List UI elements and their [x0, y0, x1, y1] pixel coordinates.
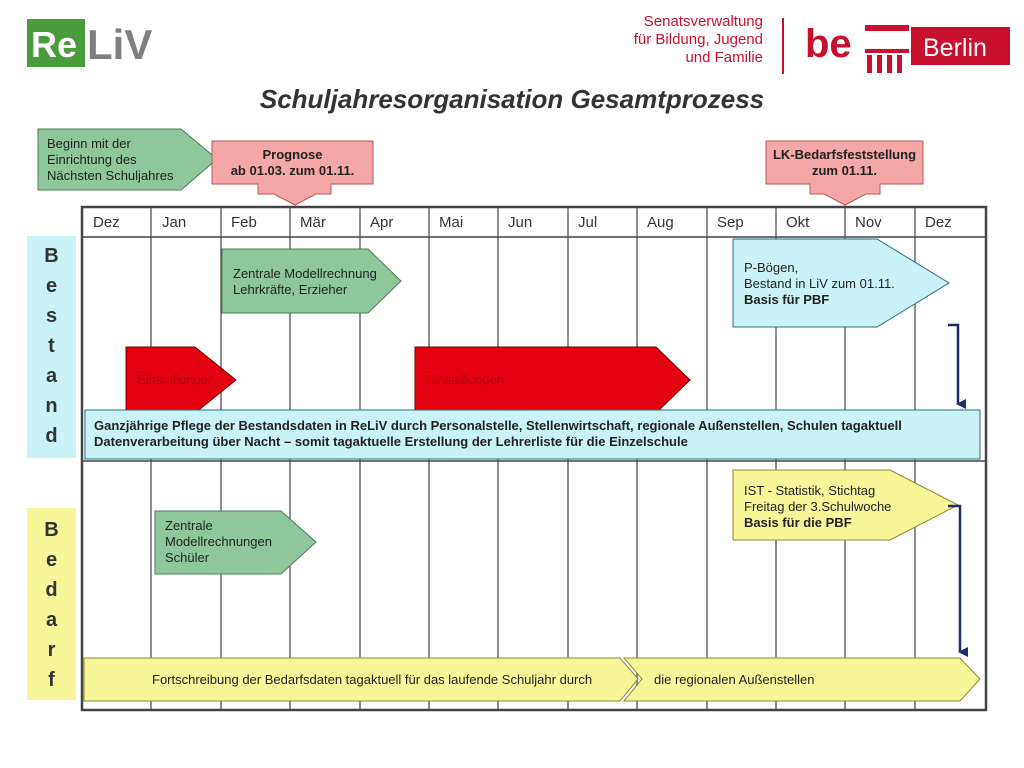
senat-line: für Bildung, Jugend — [633, 31, 763, 48]
box-line: Datenverarbeitung über Nacht – somit tagaktuelle Erstellung der Lehrerliste für die Einzelschule — [94, 434, 688, 449]
senat-line: und Familie — [685, 49, 763, 66]
month-label: Nov — [855, 214, 882, 231]
box-line: Freitag der 3.Schulwoche — [744, 499, 892, 514]
box-line: P-Bögen, — [744, 260, 799, 275]
callout-line: ab 01.03. zum 01.11. — [230, 163, 355, 178]
box-line: Basis für PBF — [744, 292, 830, 307]
bedarf-letter: f — [48, 669, 55, 691]
bedarf-letter: d — [45, 579, 58, 601]
callout-line: Einrichtung des — [47, 152, 137, 167]
callout-line: Nächsten Schuljahres — [47, 168, 174, 183]
box-line: Ganzjährige Pflege der Bestandsdaten in ReLiV durch Personalstelle, Stellenwirtschaft, regionale Außenstellen, Schulen tagaktuell — [94, 418, 902, 433]
box-line: Modellrechnungen — [165, 534, 272, 549]
month-label: Aug — [647, 214, 674, 231]
bestand-label — [27, 241, 76, 451]
ist-statistik-box — [744, 483, 891, 531]
bestand-letter: d — [45, 425, 58, 447]
modell-lehrkraefte-box — [233, 266, 377, 298]
fortschreibung-arrow-1: Fortschreibung der Bedarfsdaten tagaktuell für das laufende Schuljahr durch — [152, 672, 593, 687]
senat-line: Senatsverwaltung — [643, 13, 763, 30]
bedarf-letter: a — [45, 609, 58, 631]
bestand-letter: e — [45, 275, 58, 297]
prognose-callout — [212, 147, 373, 179]
box-line: Basis für die PBF — [744, 515, 852, 530]
month-label: Jul — [578, 214, 598, 231]
beginn-callout — [47, 136, 173, 184]
box-line: IST - Statistik, Stichtag — [744, 483, 876, 498]
box-line: Zentrale — [165, 518, 213, 533]
callout-line: Prognose — [262, 147, 323, 162]
month-label: Mär — [300, 214, 326, 231]
month-label: Feb — [231, 214, 257, 231]
svg-text:LiV: LiV — [87, 21, 153, 67]
month-label: Okt — [786, 214, 810, 231]
fortschreibung-arrow-2: die regionalen Außenstellen — [654, 672, 815, 687]
bedarf-letter: r — [47, 639, 56, 661]
einstellungen-arrow-2: Einstellungen — [426, 372, 505, 387]
bestand-letter: t — [48, 335, 55, 357]
einstellungen-arrow-1: Einstellungen — [137, 372, 216, 387]
box-line: Bestand in LiV zum 01.11. — [744, 276, 895, 291]
month-label: Jan — [162, 214, 187, 231]
month-label: Sep — [717, 214, 744, 231]
bestand-letter: s — [45, 305, 58, 327]
month-label: Dez — [93, 214, 120, 231]
pboegen-box — [744, 260, 895, 308]
bestand-letter: B — [44, 245, 59, 267]
month-label: Dez — [925, 214, 952, 231]
svg-text:Re: Re — [31, 24, 78, 65]
bedarf-label — [27, 515, 76, 695]
box-line: Schüler — [165, 550, 210, 565]
month-label: Mai — [439, 214, 464, 231]
pflege-box — [94, 418, 980, 450]
lk-callout — [762, 147, 927, 179]
modell-schueler-box — [165, 518, 272, 566]
month-label: Jun — [508, 214, 533, 231]
month-label: Apr — [370, 214, 394, 231]
svg-text:Berlin: Berlin — [923, 34, 987, 62]
callout-line: LK-Bedarfsfeststellung — [772, 147, 917, 162]
bestand-letter: a — [45, 365, 58, 387]
page-title: Schuljahresorganisation Gesamtprozess — [259, 84, 765, 114]
box-line: Zentrale Modellrechnung — [233, 266, 377, 281]
bedarf-letter: e — [45, 549, 58, 571]
box-line: Lehrkräfte, Erzieher — [233, 282, 348, 297]
callout-line: Beginn mit der — [47, 136, 131, 151]
bedarf-letter: B — [44, 519, 59, 541]
callout-line: zum 01.11. — [811, 163, 878, 178]
svg-text:be: be — [805, 22, 852, 66]
bestand-letter: n — [45, 395, 58, 417]
